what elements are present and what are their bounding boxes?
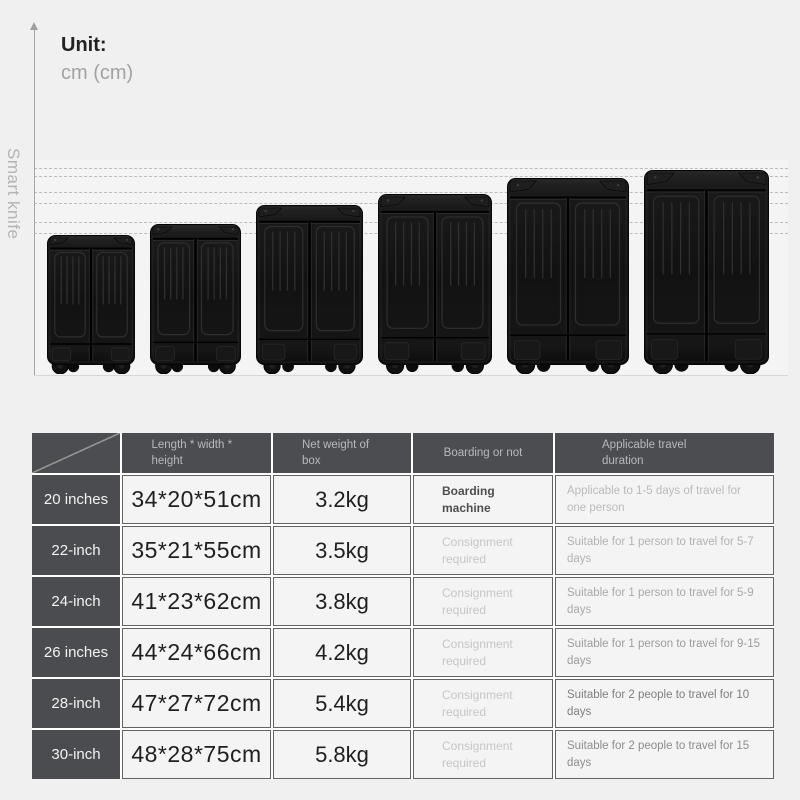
dimensions-cell: 48*28*75cm	[122, 730, 271, 779]
suitcase-22-inch	[150, 224, 241, 379]
weight-cell: 5.8kg	[273, 730, 411, 779]
suitcase-28-inch	[507, 178, 629, 379]
axis-arrow-icon	[30, 22, 38, 30]
col-header-boarding: Boarding or not	[413, 433, 553, 473]
boarding-cell: Boarding machine	[413, 475, 553, 524]
boarding-cell: Consignment required	[413, 577, 553, 626]
suitcase-26-inches	[378, 194, 492, 379]
boarding-cell: Consignment required	[413, 526, 553, 575]
unit-value: cm (cm)	[61, 62, 134, 84]
dimensions-cell: 47*27*72cm	[122, 679, 271, 728]
weight-cell: 3.2kg	[273, 475, 411, 524]
dimensions-cell: 34*20*51cm	[122, 475, 271, 524]
dimensions-cell: 35*21*55cm	[122, 526, 271, 575]
boarding-cell: Consignment required	[413, 730, 553, 779]
weight-cell: 4.2kg	[273, 628, 411, 677]
unit-block	[61, 33, 133, 86]
row-label-22: 22-inch	[32, 526, 120, 575]
dimensions-cell: 44*24*66cm	[122, 628, 271, 677]
vertical-axis	[34, 30, 35, 375]
unit-label: Unit:	[61, 34, 107, 56]
row-label-20: 20 inches	[32, 475, 120, 524]
weight-cell: 5.4kg	[273, 679, 411, 728]
boarding-cell: Consignment required	[413, 679, 553, 728]
table-corner-cell	[32, 433, 120, 473]
col-header-dimensions: Length * width * height	[122, 433, 271, 473]
row-label-26: 26 inches	[32, 628, 120, 677]
duration-cell: Suitable for 2 people to travel for 15 days	[555, 730, 774, 779]
col-header-duration: Applicable travel duration	[555, 433, 774, 473]
duration-cell: Suitable for 1 person to travel for 5-9 days	[555, 577, 774, 626]
duration-cell: Suitable for 1 person to travel for 5-7 days	[555, 526, 774, 575]
boarding-cell: Consignment required	[413, 628, 553, 677]
spec-table	[32, 433, 774, 779]
weight-cell: 3.5kg	[273, 526, 411, 575]
row-label-30: 30-inch	[32, 730, 120, 779]
suitcase-20-inches	[47, 235, 135, 379]
row-label-24: 24-inch	[32, 577, 120, 626]
duration-cell: Suitable for 2 people to travel for 10 days	[555, 679, 774, 728]
suitcase-30-inch	[644, 170, 769, 379]
height-guide-dashed-line	[34, 168, 788, 169]
suitcase-24-inch	[256, 205, 363, 379]
side-watermark-label: Smart knife	[4, 148, 23, 240]
dimensions-cell: 41*23*62cm	[122, 577, 271, 626]
weight-cell: 3.8kg	[273, 577, 411, 626]
col-header-weight: Net weight of box	[273, 433, 411, 473]
duration-cell: Applicable to 1-5 days of travel for one person	[555, 475, 774, 524]
duration-cell: Suitable for 1 person to travel for 9-15 days	[555, 628, 774, 677]
row-label-28: 28-inch	[32, 679, 120, 728]
